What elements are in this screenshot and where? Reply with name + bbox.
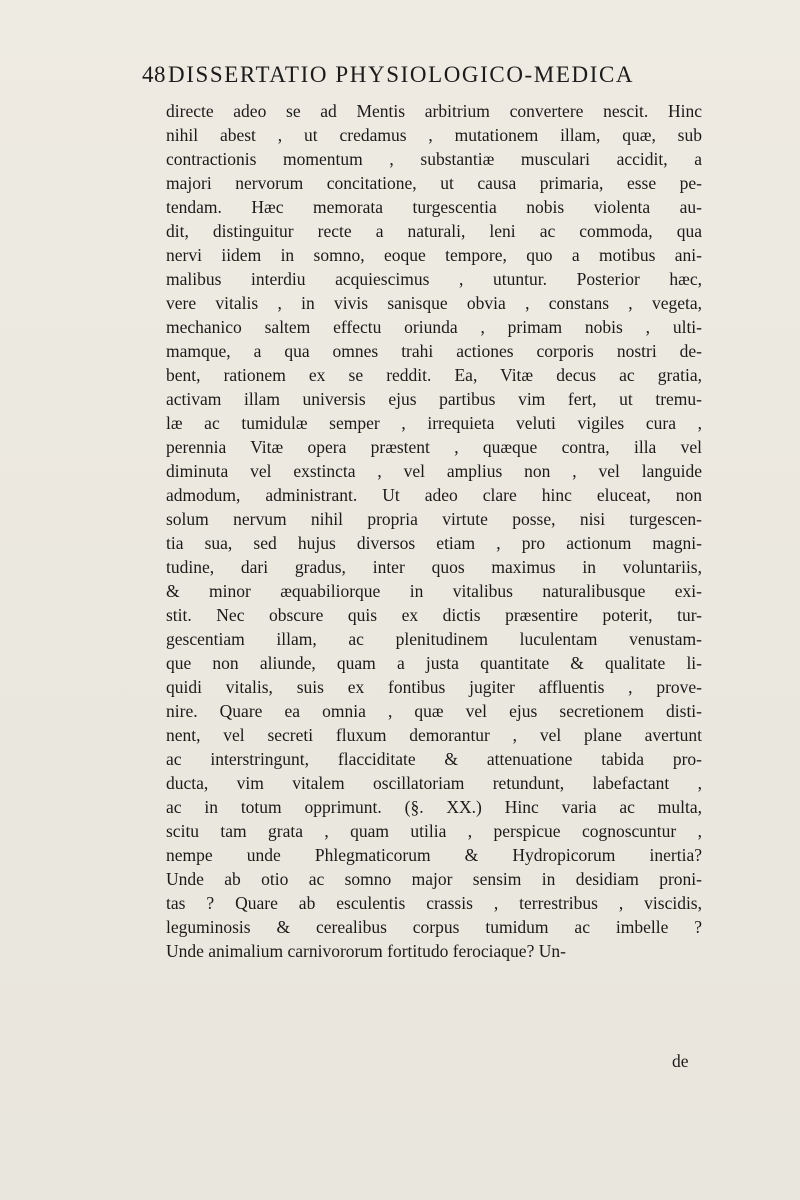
text-line: stit. Nec obscure quis ex dictis præsentire poterit, tur-: [166, 605, 702, 625]
text-line: Unde animalium carnivororum fortitudo ferociaque? Un-: [166, 941, 566, 961]
text-line: activam illam universis ejus partibus vim fert, ut tremu-: [166, 389, 702, 409]
text-line: ducta, vim vitalem oscillatoriam retundunt, labefactant ,: [166, 773, 702, 793]
text-line: que non aliunde, quam a justa quantitate & qualitate li-: [166, 653, 702, 673]
text-line: ac interstringunt, flacciditate & attenuatione tabida pro-: [166, 749, 702, 769]
text-line: dit, distinguitur recte a naturali, leni ac commoda, qua: [166, 221, 702, 241]
page-header: [142, 62, 702, 92]
text-line: leguminosis & cerealibus corpus tumidum ac imbelle ?: [166, 917, 702, 937]
text-line: tas ? Quare ab esculentis crassis , terrestribus , viscidis,: [166, 893, 702, 913]
text-line: mamque, a qua omnes trahi actiones corporis nostri de-: [166, 341, 702, 361]
running-head: DISSERTATIO PHYSIOLOGICO-MEDICA: [168, 62, 635, 87]
text-line: solum nervum nihil propria virtute posse, nisi turgescen-: [166, 509, 702, 529]
text-line: ac in totum opprimunt. (§. XX.) Hinc varia ac multa,: [166, 797, 702, 817]
text-line: quidi vitalis, suis ex fontibus jugiter affluentis , prove-: [166, 677, 702, 697]
text-line: nihil abest , ut credamus , mutationem illam, quæ, sub: [166, 125, 702, 145]
page-number: 48: [142, 62, 166, 87]
text-line: nire. Quare ea omnia , quæ vel ejus secretionem disti-: [166, 701, 702, 721]
text-line: admodum, administrant. Ut adeo clare hinc eluceat, non: [166, 485, 702, 505]
text-line: mechanico saltem effectu oriunda , primam nobis , ulti-: [166, 317, 702, 337]
text-line: vere vitalis , in vivis sanisque obvia , constans , vegeta,: [166, 293, 702, 313]
text-line: bent, rationem ex se reddit. Ea, Vitæ decus ac gratia,: [166, 365, 702, 385]
text-line: malibus interdiu acquiescimus , utuntur. Posterior hæc,: [166, 269, 702, 289]
text-line: Unde ab otio ac somno major sensim in desidiam proni-: [166, 869, 702, 889]
text-line: directe adeo se ad Mentis arbitrium convertere nescit. Hinc: [166, 101, 702, 121]
text-line: nent, vel secreti fluxum demorantur , vel plane avertunt: [166, 725, 702, 745]
text-line: majori nervorum concitatione, ut causa primaria, esse pe-: [166, 173, 702, 193]
text-line: tia sua, sed hujus diversos etiam , pro actionum magni-: [166, 533, 702, 553]
text-line: gescentiam illam, ac plenitudinem luculentam venustam-: [166, 629, 702, 649]
text-line: nempe unde Phlegmaticorum & Hydropicorum inertia?: [166, 845, 702, 865]
catchword: de: [672, 1051, 689, 1071]
text-line: contractionis momentum , substantiæ musculari accidit, a: [166, 149, 702, 169]
text-line: perennia Vitæ opera præstent , quæque contra, illa vel: [166, 437, 702, 457]
text-line: & minor æquabiliorque in vitalibus naturalibusque exi-: [166, 581, 702, 601]
text-line: tendam. Hæc memorata turgescentia nobis violenta au-: [166, 197, 702, 217]
body-text: [166, 99, 702, 963]
text-line: læ ac tumidulæ semper , irrequieta veluti vigiles cura ,: [166, 413, 702, 433]
text-line: tudine, dari gradus, inter quos maximus in voluntariis,: [166, 557, 702, 577]
text-line: diminuta vel exstincta , vel amplius non , vel languide: [166, 461, 702, 481]
text-line: scitu tam grata , quam utilia , perspicue cognoscuntur ,: [166, 821, 702, 841]
text-line: nervi iidem in somno, eoque tempore, quo a motibus ani-: [166, 245, 702, 265]
